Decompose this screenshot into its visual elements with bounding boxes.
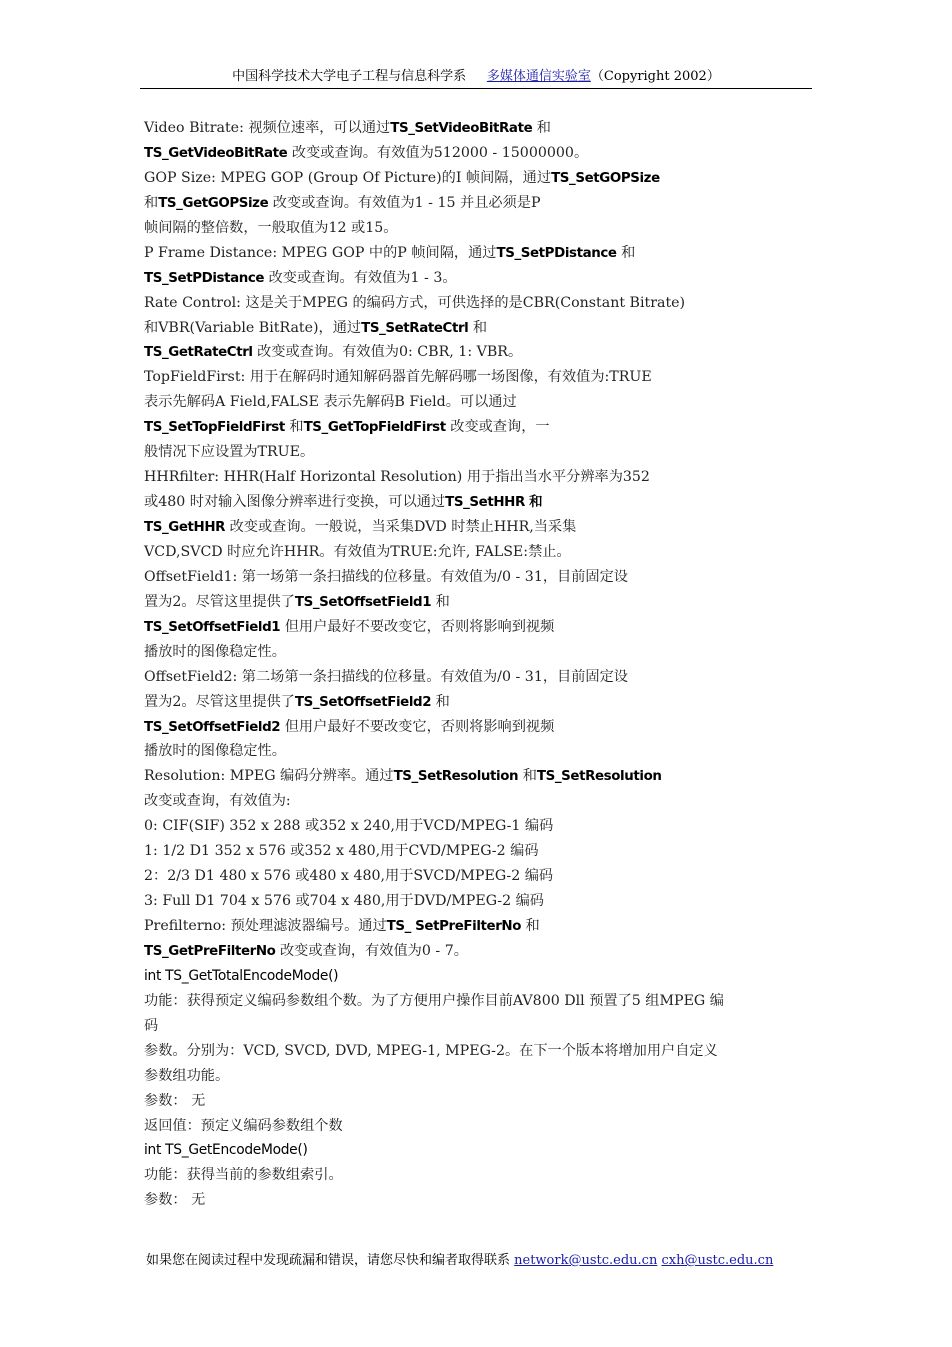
body-text: 2：2/3 D1 480 x 576 或480 x 480,用于SVCD/MPEG-2 编码 — [144, 868, 554, 885]
body-text: 或480 时对输入图像分辨率进行变换，可以通过 — [144, 494, 446, 511]
text-line — [144, 864, 816, 889]
body-text: 返回值：预定义编码参数组个数 — [144, 1117, 343, 1134]
body-text: Prefilterno: 预处理滤波器编号。通过 — [144, 918, 387, 934]
body-text: HHRfilter: HHR(Half Horizontal Resolution) 用于指出当水平分辨率为352 — [144, 469, 650, 486]
body-text: 0: CIF(SIF) 352 x 288 或352 x 240,用于VCD/MPEG-1 编码 — [144, 818, 554, 835]
text-line — [144, 1138, 816, 1163]
text-line — [144, 615, 816, 640]
body-text: 3: Full D1 704 x 576 或704 x 480,用于DVD/MPEG-2 编码 — [144, 893, 544, 910]
text-line — [144, 465, 816, 490]
body-text: 改变或查询，一 — [445, 419, 550, 436]
text-line — [144, 1114, 816, 1139]
text-line — [144, 540, 816, 565]
body-text: 和 — [532, 120, 551, 136]
text-line — [144, 1064, 816, 1089]
text-line — [144, 415, 816, 440]
function-name: TS_GetTopFieldFirst — [303, 420, 446, 436]
body-text: 功能：获得预定义编码参数组个数。为了方便用户操作目前AV800 Dll 预置了5 组MPEG 编 — [144, 992, 724, 1009]
body-text: 码 — [144, 1017, 159, 1034]
function-name: TS_SetOffsetField1 — [294, 594, 432, 610]
text-line — [144, 914, 816, 939]
text-line — [144, 889, 816, 914]
text-line — [144, 316, 816, 341]
function-name: TS_SetPDistance — [144, 270, 265, 286]
body-text: 和 — [431, 593, 450, 610]
body-text: 改变或查询，有效值为: — [144, 793, 291, 810]
text-line — [144, 266, 816, 291]
function-name: TS_SetOffsetField2 — [294, 694, 432, 710]
body-text: 但用户最好不要改变它，否则将影响到视频 — [280, 618, 555, 635]
function-name: TS_GetRateCtrl — [144, 345, 253, 361]
function-name: TS_SetResolution — [536, 769, 662, 785]
text-line — [144, 590, 816, 615]
text-line — [144, 1039, 816, 1064]
body-text: VCD,SVCD 时应允许HHR。有效值为TRUE:允许, FALSE:禁止。 — [144, 543, 571, 560]
text-line — [144, 565, 816, 590]
body-text: 和 — [284, 419, 304, 436]
body-text: 和VBR(Variable BitRate)，通过 — [144, 319, 362, 336]
body-text: 改变或查询。有效值为0: CBR, 1: VBR。 — [252, 344, 523, 361]
text-line — [144, 116, 816, 141]
body-text: 改变或查询。有效值为1 - 15 并且必须是P — [268, 194, 541, 211]
page-footer — [146, 1249, 826, 1268]
body-text: Resolution: MPEG 编码分辨率。通过 — [144, 768, 394, 785]
text-line — [144, 490, 816, 515]
text-line — [144, 640, 816, 665]
function-name: TS_GetPreFilterNo — [144, 943, 276, 959]
body-text: 参数： 无 — [144, 1092, 206, 1109]
function-name: TS_ SetPreFilterNo — [386, 919, 522, 934]
function-name: TS_SetGOPSize — [551, 170, 660, 186]
body-text: P Frame Distance: MPEG GOP 中的P 帧间隔，通过 — [144, 244, 497, 261]
text-line — [144, 365, 816, 390]
body-text: 表示先解码A Field,FALSE 表示先解码B Field。可以通过 — [144, 394, 517, 411]
function-name: TS_SetTopFieldFirst — [144, 420, 285, 436]
function-name: TS_SetRateCtrl — [361, 320, 469, 336]
text-line — [144, 715, 816, 740]
text-line — [144, 814, 816, 839]
body-text: 参数： 无 — [144, 1192, 206, 1209]
text-line — [144, 1188, 816, 1213]
text-line — [144, 839, 816, 864]
header-org: 中国科学技术大学电子工程与信息科学系 — [232, 69, 467, 84]
body-text: 改变或查询。有效值为512000 - 15000000。 — [287, 144, 589, 161]
text-line — [144, 390, 816, 415]
text-line — [144, 739, 816, 764]
page-header — [140, 66, 812, 89]
function-name: TS_GetGOPSize — [158, 195, 269, 211]
text-line — [144, 764, 816, 789]
body-text: 改变或查询。一般说，当采集DVD 时禁止HHR,当采集 — [225, 519, 577, 535]
body-text: GOP Size: MPEG GOP (Group Of Picture)的I 帧间隔，通过 — [144, 169, 552, 186]
body-text: 和 — [144, 194, 159, 211]
function-name: TS_GetHHR — [144, 520, 226, 535]
body-text: 和 — [616, 244, 636, 261]
function-heading: int TS_GetEncodeMode() — [144, 1142, 308, 1159]
text-line — [144, 939, 816, 964]
header-copyright: （Copyright 2002） — [590, 69, 720, 84]
text-line — [144, 1089, 816, 1114]
body-text: 和 — [431, 693, 450, 710]
body-text: 置为2。尽管这里提供了 — [144, 593, 295, 610]
body-text: 但用户最好不要改变它，否则将影响到视频 — [280, 718, 555, 735]
body-text: 功能：获得当前的参数组索引。 — [144, 1167, 343, 1184]
text-line — [144, 141, 816, 166]
text-line — [144, 515, 816, 540]
body-text: 改变或查询，有效值为0 - 7。 — [275, 942, 468, 959]
text-line — [144, 1014, 816, 1039]
text-line — [144, 1163, 816, 1188]
function-name: TS_SetHHR — [445, 495, 525, 511]
text-line — [144, 665, 816, 690]
body-text: 播放时的图像稳定性。 — [144, 643, 286, 660]
body-text: 置为2。尽管这里提供了 — [144, 693, 295, 710]
function-heading: int TS_GetTotalEncodeMode() — [144, 967, 339, 984]
footer-email-cxh[interactable]: cxh@ustc.edu.cn — [661, 1253, 774, 1268]
body-text: 播放时的图像稳定性。 — [144, 743, 286, 760]
footer-email-network[interactable]: network@ustc.edu.cn — [514, 1253, 658, 1268]
body-text: Rate Control: 这是关于MPEG 的编码方式，可供选择的是CBR(Constant Bitrate) — [144, 294, 686, 311]
text-line — [144, 690, 816, 715]
text-line — [144, 166, 816, 191]
function-name: TS_SetOffsetField1 — [144, 619, 281, 635]
function-name: TS_SetPDistance — [496, 245, 617, 261]
body-text: Video Bitrate: 视频位速率，可以通过 — [144, 120, 391, 136]
text-line — [144, 964, 816, 989]
body-text: OffsetField1: 第一场第一条扫描线的位移量。有效值为/0 - 31，目前固定设 — [144, 568, 628, 585]
text-line — [144, 789, 816, 814]
body-text: 1: 1/2 D1 352 x 576 或352 x 480,用于CVD/MPEG-2 编码 — [144, 843, 539, 860]
body-text: 和 — [518, 768, 537, 785]
body-text: 参数组功能。 — [144, 1067, 230, 1084]
header-lab-link[interactable]: 多媒体通信实验室 — [486, 69, 591, 84]
text-line — [144, 216, 816, 241]
function-name: TS_GetVideoBitRate — [144, 145, 288, 161]
function-name: TS_SetOffsetField2 — [144, 719, 281, 735]
body-text: 般情况下应设置为TRUE。 — [144, 444, 315, 461]
footer-text: 如果您在阅读过程中发现疏漏和错误，请您尽快和编者取得联系 — [146, 1253, 515, 1268]
body-text: TopFieldFirst: 用于在解码时通知解码器首先解码哪一场图像，有效值为:TRUE — [144, 369, 652, 386]
text-line — [144, 440, 816, 465]
function-name: TS_SetVideoBitRate — [390, 121, 533, 136]
function-name: 和 — [524, 495, 543, 511]
body-text: 参数。分别为：VCD, SVCD, DVD, MPEG-1, MPEG-2。在下一个版本将增加用户自定义 — [144, 1042, 718, 1059]
body-text: 和 — [521, 918, 540, 934]
text-line — [144, 191, 816, 216]
text-line — [144, 291, 816, 316]
body-text: 帧间隔的整倍数，一般取值为12 或15。 — [144, 219, 398, 236]
text-line — [144, 340, 816, 365]
body-text: 改变或查询。有效值为1 - 3。 — [264, 269, 457, 286]
text-line — [144, 241, 816, 266]
body-text: 和 — [468, 319, 488, 336]
function-name: TS_SetResolution — [393, 769, 519, 785]
text-line — [144, 989, 816, 1014]
body-text: OffsetField2: 第二场第一条扫描线的位移量。有效值为/0 - 31，目前固定设 — [144, 668, 628, 685]
document-body — [144, 116, 816, 1213]
